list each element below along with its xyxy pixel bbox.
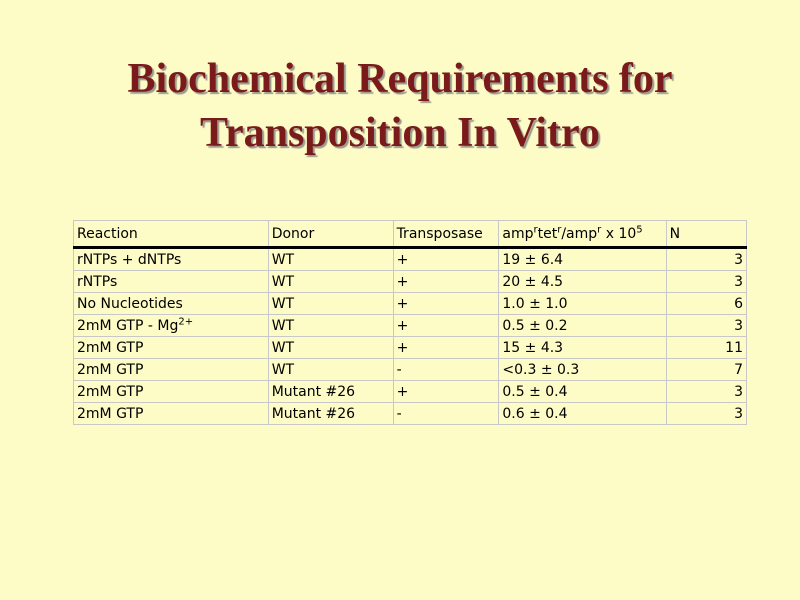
cell-donor: WT	[268, 293, 393, 315]
cell-donor: WT	[268, 359, 393, 381]
cell-donor: WT	[268, 248, 393, 271]
table-row	[74, 359, 747, 381]
header-donor: Donor	[268, 221, 393, 248]
cell-transposase: +	[393, 315, 499, 337]
cell-ratio: 19 ± 6.4	[499, 248, 666, 271]
cell-donor: Mutant #26	[268, 381, 393, 403]
header-ratio-sup-3: r	[597, 223, 602, 235]
cell-n: 3	[666, 315, 746, 337]
title-line-2: Transposition In Vitro	[200, 110, 600, 156]
cell-reaction: 2mM GTP	[74, 359, 269, 381]
cell-ratio: 1.0 ± 1.0	[499, 293, 666, 315]
cell-n: 7	[666, 359, 746, 381]
cell-ratio: 15 ± 4.3	[499, 337, 666, 359]
cell-reaction: No Nucleotides	[74, 293, 269, 315]
table-row	[74, 315, 747, 337]
cell-reaction: 2mM GTP	[74, 337, 269, 359]
header-ratio-sup-4: 5	[636, 223, 643, 235]
cell-transposase: +	[393, 381, 499, 403]
cell-transposase: -	[393, 359, 499, 381]
cell-ratio: 0.6 ± 0.4	[499, 403, 666, 425]
table-row	[74, 293, 747, 315]
cell-n: 3	[666, 271, 746, 293]
table-row	[74, 271, 747, 293]
header-row	[74, 221, 747, 248]
cell-n: 3	[666, 403, 746, 425]
cell-transposase: +	[393, 271, 499, 293]
header-ratio-part-2: tet	[537, 225, 558, 242]
cell-transposase: +	[393, 248, 499, 271]
header-ratio-part-4: x 10	[601, 225, 637, 242]
cell-n: 3	[666, 381, 746, 403]
header-transposase: Transposase	[393, 221, 499, 248]
cell-donor: WT	[268, 315, 393, 337]
cell-reaction	[74, 315, 269, 337]
header-n: N	[666, 221, 746, 248]
cell-donor: Mutant #26	[268, 403, 393, 425]
cell-reaction: rNTPs + dNTPs	[74, 248, 269, 271]
cell-ratio: <0.3 ± 0.3	[499, 359, 666, 381]
header-reaction: Reaction	[74, 221, 269, 248]
cell-transposase: +	[393, 293, 499, 315]
header-ratio-part-3: /amp	[561, 225, 598, 242]
cell-reaction: 2mM GTP	[74, 381, 269, 403]
header-ratio	[499, 221, 666, 248]
cell-reaction-text: 2mM GTP - Mg	[77, 317, 179, 334]
cell-n: 11	[666, 337, 746, 359]
title-line-1: Biochemical Requirements for	[127, 56, 673, 102]
cell-ratio: 0.5 ± 0.4	[499, 381, 666, 403]
cell-transposase: +	[393, 337, 499, 359]
header-ratio-sup-1: r	[533, 223, 538, 235]
cell-donor: WT	[268, 271, 393, 293]
header-ratio-sup-2: r	[557, 223, 562, 235]
table-row	[74, 248, 747, 271]
cell-n: 6	[666, 293, 746, 315]
table-row	[74, 337, 747, 359]
table-row	[74, 403, 747, 425]
cell-ratio: 0.5 ± 0.2	[499, 315, 666, 337]
slide-title	[0, 52, 800, 160]
table-row	[74, 381, 747, 403]
cell-reaction: 2mM GTP	[74, 403, 269, 425]
cell-n: 3	[666, 248, 746, 271]
cell-ratio: 20 ± 4.5	[499, 271, 666, 293]
cell-transposase: -	[393, 403, 499, 425]
cell-reaction: rNTPs	[74, 271, 269, 293]
results-table	[73, 220, 747, 425]
cell-reaction-sup: 2+	[178, 315, 194, 327]
cell-donor: WT	[268, 337, 393, 359]
header-ratio-part-1: amp	[502, 225, 534, 242]
